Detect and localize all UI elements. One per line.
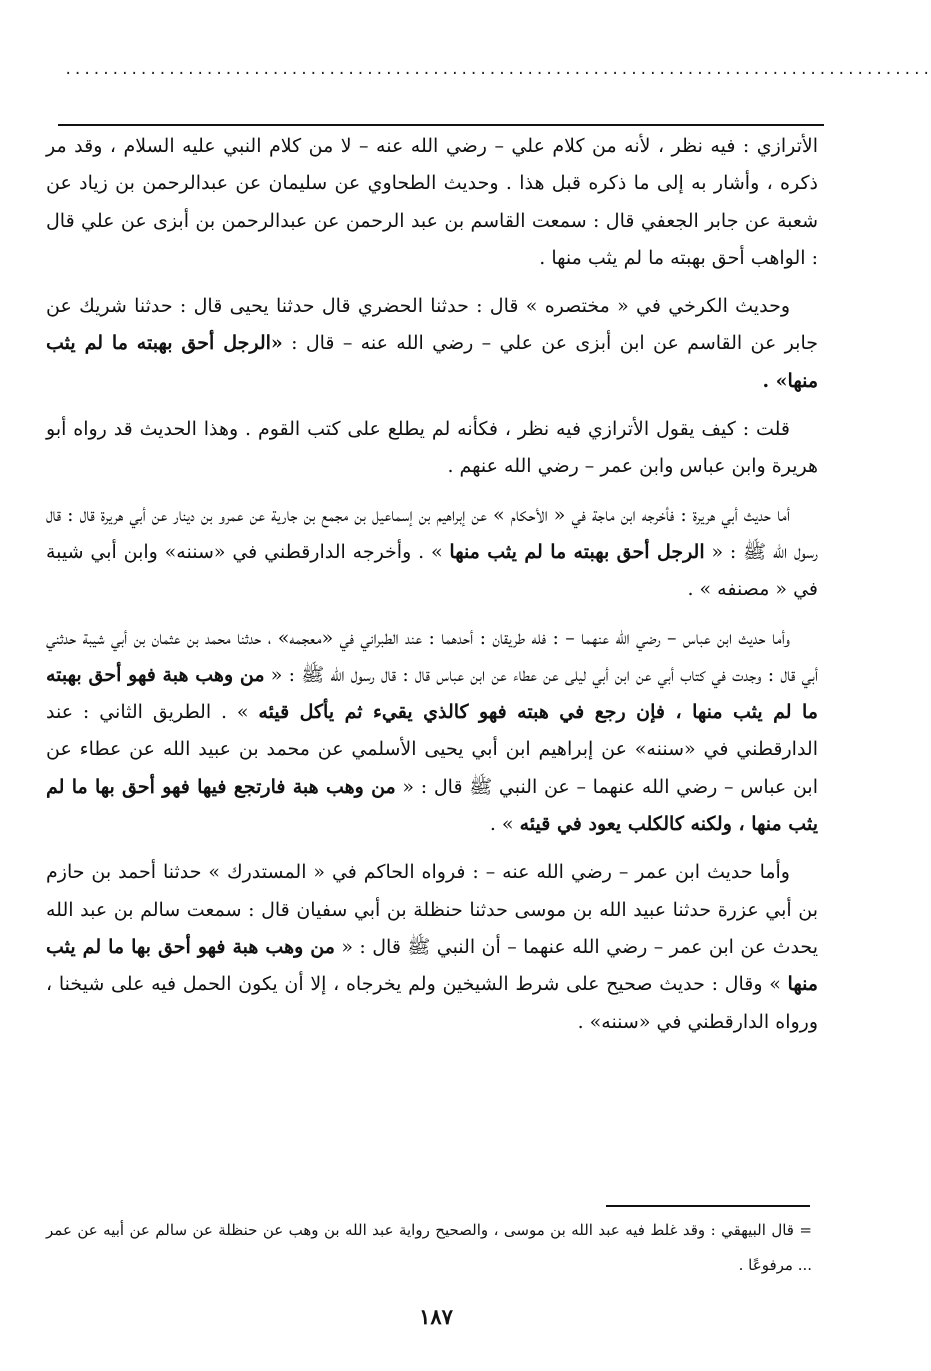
text-run: وحديث الكرخي في « مختصره » قال : حدثنا الحضري قال حدثنا يحيى قال : حدثنا شريك عن جابر عن القاسم عن ابن أبزى عن علي – رضي الله عنه – قال : (46, 295, 818, 355)
text-run: » . وأخرجه الدارقطني في «سننه» وابن أبي شيبة في « مصنفه » . (46, 540, 818, 601)
text-run: وأما حديث ابن عمر – رضي الله عنه – : فرواه الحاكم في « المستدرك » حدثنا أحمد بن حازم بن أبي عزرة حدثنا عبيد الله بن موسى حدثنا حنظلة بن أبي سفيان قال : سمعت سالم بن عبد الله يحدث عن ابن عمر – رضي الله عنهما – أن النبي ﷺ قال : « (46, 861, 818, 958)
top-rule (58, 124, 824, 126)
text-run: قلت : كيف يقول الأترازي فيه نظر ، فكأنه لم يطلع على كتب القوم . وهذا الحديث قد رواه أبو هريرة وابن عباس وابن عمر – رضي الله عنهم . (46, 418, 818, 478)
paragraph (46, 620, 818, 844)
hadith-quote: من وهب هبة فارتجع فيها فهو أحق بها ما لم يثب منها ، ولكنه كالكلب يعود في قيئه (46, 775, 818, 836)
text-run: وأما حديث ابن عباس – رضي الله عنهما – : فله طريقان : أحدهما : عند الطبراني في «معجمه» ، حدثنا محمد بن عثمان بن أبي شيبة حدثني أبي قال : وجدت في كتاب أبي عن ابن أبي ليلى عن عطاء عن ابن عباس قال : قال رسول الله ﷺ : « (46, 626, 818, 686)
text-run: » . الطريق الثاني : عند الدارقطني في «سننه» عن إبراهيم ابن أبي يحيى الأسلمي عن محمد بن عبيد الله عن عطاء عن ابن عباس – رضي الله عنهما – عن النبي ﷺ قال : « (46, 701, 818, 798)
hadith-quote: «الرجل أحق بهبته ما لم يثب منها» . (46, 332, 818, 392)
paragraph (46, 854, 818, 1040)
main-text (46, 128, 818, 1052)
page-number: ١٨٧ (419, 1304, 453, 1329)
hadith-quote: من وهب هبة فهو أحق بها ما لم يثب منها (46, 935, 818, 996)
footnote-rule (606, 1205, 810, 1207)
hadith-quote: الرجل أحق بهبته ما لم يثب منها (449, 540, 705, 563)
text-run: » وقال : حديث صحيح على شرط الشيخين ولم يخرجاه ، إلا أن يكون الحمل فيه على شيخنا ، ورواه الدارقطني في «سننه» . (46, 973, 818, 1033)
paragraph (46, 128, 818, 277)
paragraph (46, 497, 818, 609)
text-run: الأترازي : فيه نظر ، لأنه من كلام علي – رضي الله عنه – لا من كلام النبي عليه السلام ، وقد مر ذكره ، وأشار به إلى ما ذكره قبل هذا . وحديث الطحاوي عن سليمان عن عبدالرحمن بن زياد عن شعبة عن جابر الجعفي قال : سمعت القاسم بن عبد الرحمن عن عبدالرحمن بن أبزى عن علي قال : الواهب أحق بهبته ما لم يثب منها . (46, 135, 818, 269)
text-run: » . (489, 813, 520, 836)
footnote: = قال البيهقي : وقد غلط فيه عبد الله بن موسى ، والصحيح رواية عبد الله بن وهب عن حنظلة عن سالم عن أبيه عن عمر ... مرفوعًا . (46, 1221, 812, 1274)
header-dotted-line: ............................................................................................ (64, 62, 931, 78)
paragraph (46, 288, 818, 400)
paragraph (46, 411, 818, 486)
hadith-quote: من وهب هبة فهو أحق بهبته ما لم يثب منها ، فإن رجع في هبته فهو كالذي يقيء ثم يأكل قيئه (46, 663, 818, 724)
text-run: أما حديث أبي هريرة : فأخرجه ابن ماجة في « الأحكام » عن إبراهيم بن إسماعيل بن مجمع بن جارية عن عمرو بن دينار عن أبي هريرة قال : قال رسول الله ﷺ : « (46, 503, 818, 563)
